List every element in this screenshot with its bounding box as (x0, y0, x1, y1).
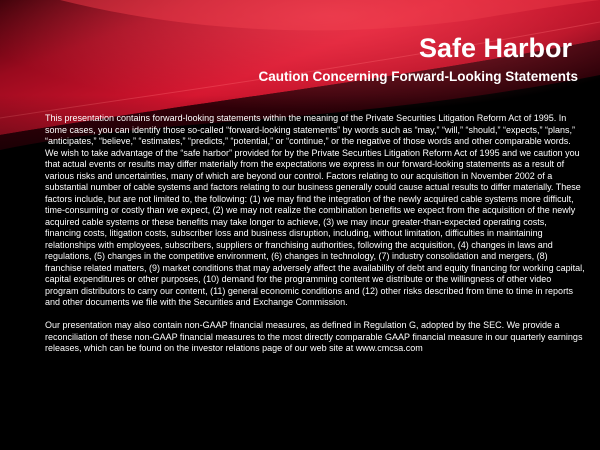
body-paragraph-forward-looking: This presentation contains forward-looking statements within the meaning of the Private Securities Litigation Reform Act of 1995. In some cases, you can identify those so-called “forward-looking statements” by words such as “may,” “will,” “should,” “expects,” “plans,” “anticipates,” “believe,” “estimates,” “predicts,” “potential,” or “continue,” or the negative of those words and other comparable words. We wish to take advantage of the “safe harbor” provided for by the Private Securities Litigation Reform Act of 1995 and we caution you that actual events or results may differ materially from the expectations we express in our forward-looking statements as a result of various risks and uncertainties, many of which are beyond our control. Factors relating to our acquisition in November 2002 of a substantial number of cable systems and factors relating to our business generally could cause actual results to differ materially. These factors include, but are not limited to, the following: (1) we may find the integration of the newly acquired cable systems more difficult, time-consuming or costly than we expect, (2) we may not realize the combination benefits we expect from the acquisition of the newly acquired cable systems or these benefits may take longer to achieve, (3) we may incur greater-than-expected operating costs, financing costs, litigation costs, subscriber loss and business disruption, including, without limitation, difficulties in maintaining relationships with employees, subscribers, suppliers or franchising authorities, following the acquisition, (4) changes in laws and regulations, (5) changes in the competitive environment, (6) changes in technology, (7) industry consolidation and mergers, (8) franchise related matters, (9) market conditions that may adversely affect the availability of debt and equity financing for working capital, capital expenditures or other purposes, (10) demand for the programming content we distribute or the willingness of other video program distributors to carry our content, (11) general economic conditions and (12) other risks described from time to time in reports and other documents we file with the Securities and Exchange Commission. (45, 113, 585, 307)
body-paragraph-non-gaap: Our presentation may also contain non-GAAP financial measures, as defined in Regulation G, adopted by the SEC. We provide a reconciliation of these non-GAAP financial measures to the most directly comparable GAAP financial measure in our quarterly earnings releases, which can be found on the investor relations page of our web site at www.cmcsa.com (45, 320, 583, 353)
slide-body (45, 113, 585, 355)
slide-subtitle: Caution Concerning Forward-Looking Statements (258, 69, 578, 84)
slide-title: Safe Harbor (418, 33, 572, 63)
